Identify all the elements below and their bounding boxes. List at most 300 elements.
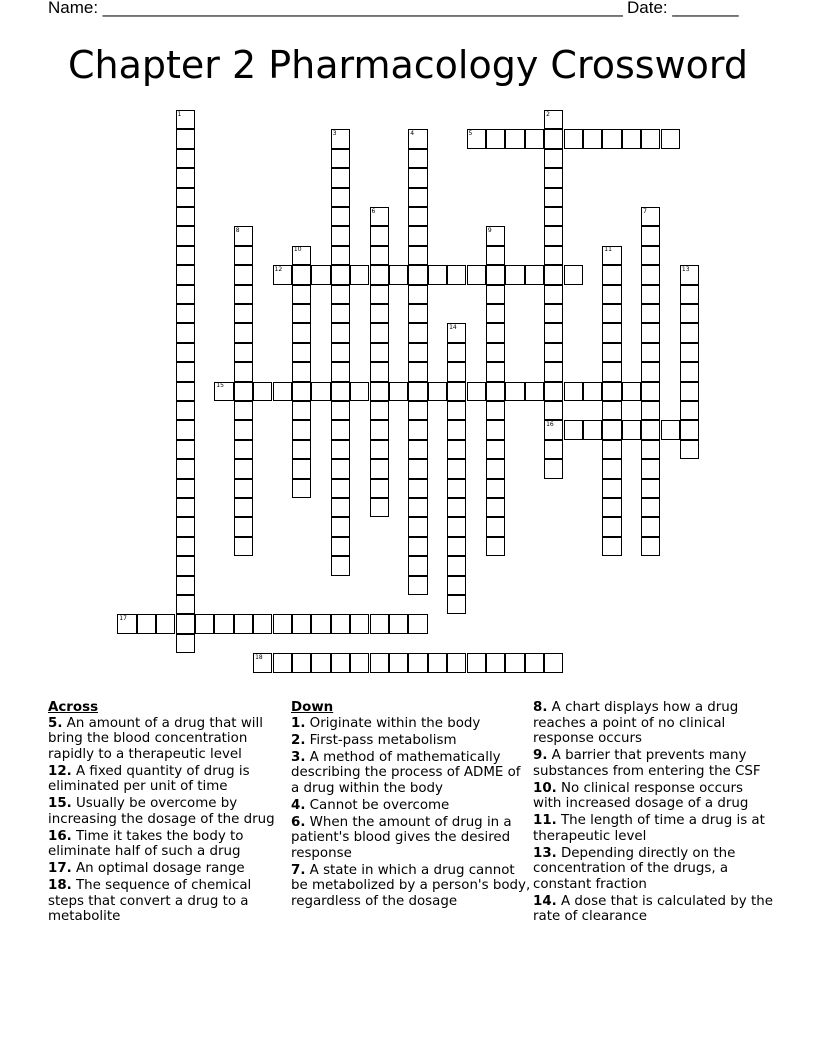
grid-cell[interactable] xyxy=(273,653,292,672)
clue-text: A dose that is calculated by the rate of clearance xyxy=(533,893,773,924)
grid-cell[interactable] xyxy=(602,304,621,323)
grid-cell[interactable] xyxy=(234,382,253,401)
grid-cell[interactable] xyxy=(486,653,505,672)
grid-cell[interactable] xyxy=(680,323,699,342)
grid-cell[interactable] xyxy=(486,517,505,536)
grid-cell[interactable] xyxy=(486,362,505,381)
grid-cell[interactable] xyxy=(176,401,195,420)
grid-cell[interactable] xyxy=(176,634,195,653)
grid-cell[interactable] xyxy=(311,382,330,401)
grid-cell[interactable] xyxy=(331,323,350,342)
grid-cell[interactable] xyxy=(311,265,330,284)
grid-cell[interactable] xyxy=(602,420,621,439)
across-clue xyxy=(48,829,288,860)
grid-cell[interactable] xyxy=(408,285,427,304)
grid-cell[interactable] xyxy=(602,285,621,304)
grid-cell[interactable] xyxy=(176,265,195,284)
across-clues xyxy=(48,700,288,926)
grid-cell[interactable] xyxy=(234,285,253,304)
clue-number: 5. xyxy=(48,715,63,731)
grid-cell[interactable] xyxy=(408,517,427,536)
clue-text: When the amount of drug in a patient's blood gives the desired response xyxy=(291,814,512,861)
grid-cell[interactable] xyxy=(486,343,505,362)
grid-cell[interactable] xyxy=(680,440,699,459)
grid-cell[interactable] xyxy=(176,479,195,498)
grid-cell[interactable] xyxy=(505,382,524,401)
grid-cell[interactable] xyxy=(350,653,369,672)
grid-cell[interactable] xyxy=(544,362,563,381)
grid-cell[interactable] xyxy=(195,614,214,633)
grid-cell[interactable] xyxy=(447,343,466,362)
grid-cell[interactable] xyxy=(331,207,350,226)
grid-cell[interactable] xyxy=(486,401,505,420)
grid-cell[interactable] xyxy=(331,304,350,323)
grid-cell[interactable] xyxy=(447,479,466,498)
grid-cell[interactable] xyxy=(525,653,544,672)
grid-cell[interactable] xyxy=(176,382,195,401)
grid-cell[interactable] xyxy=(447,517,466,536)
grid-cell[interactable] xyxy=(292,265,311,284)
grid-cell[interactable] xyxy=(467,382,486,401)
grid-cell[interactable] xyxy=(544,226,563,245)
grid-cell[interactable] xyxy=(544,459,563,478)
grid-cell[interactable] xyxy=(408,498,427,517)
grid-cell[interactable] xyxy=(544,343,563,362)
grid-cell[interactable] xyxy=(292,479,311,498)
grid-cell[interactable] xyxy=(370,440,389,459)
grid-cell[interactable] xyxy=(486,382,505,401)
grid-cell[interactable] xyxy=(370,285,389,304)
grid-cell[interactable] xyxy=(680,304,699,323)
grid-cell[interactable] xyxy=(370,653,389,672)
grid-cell[interactable] xyxy=(641,226,660,245)
grid-cell[interactable] xyxy=(447,576,466,595)
grid-cell[interactable] xyxy=(292,420,311,439)
grid-cell[interactable] xyxy=(292,285,311,304)
grid-cell[interactable] xyxy=(331,517,350,536)
clue-number-10: 10 xyxy=(293,246,302,254)
grid-cell[interactable] xyxy=(564,129,583,148)
grid-cell[interactable] xyxy=(331,420,350,439)
grid-cell[interactable] xyxy=(447,498,466,517)
clue-text: Time it takes the body to eliminate half of such a drug xyxy=(48,828,244,859)
grid-cell[interactable] xyxy=(447,362,466,381)
grid-cell[interactable] xyxy=(292,459,311,478)
grid-cell[interactable] xyxy=(641,265,660,284)
grid-cell[interactable] xyxy=(176,614,195,633)
grid-cell[interactable] xyxy=(370,265,389,284)
grid-cell[interactable] xyxy=(505,653,524,672)
grid-cell[interactable] xyxy=(370,498,389,517)
grid-cell[interactable] xyxy=(408,653,427,672)
grid-cell[interactable] xyxy=(331,362,350,381)
name-field-label: Name: _______________________________________________________ xyxy=(48,0,623,17)
grid-cell[interactable] xyxy=(428,653,447,672)
grid-cell[interactable] xyxy=(176,304,195,323)
grid-cell[interactable] xyxy=(680,382,699,401)
grid-cell[interactable] xyxy=(234,401,253,420)
grid-cell[interactable] xyxy=(370,459,389,478)
grid-cell[interactable] xyxy=(641,479,660,498)
grid-cell[interactable] xyxy=(408,420,427,439)
grid-cell[interactable] xyxy=(370,304,389,323)
grid-cell[interactable] xyxy=(486,537,505,556)
down-clue xyxy=(533,748,773,779)
grid-cell[interactable] xyxy=(602,517,621,536)
grid-cell[interactable] xyxy=(544,401,563,420)
grid-cell[interactable] xyxy=(641,420,660,439)
grid-cell[interactable] xyxy=(641,440,660,459)
grid-cell[interactable] xyxy=(408,188,427,207)
grid-cell[interactable] xyxy=(622,129,641,148)
grid-cell[interactable] xyxy=(234,265,253,284)
grid-cell[interactable] xyxy=(234,362,253,381)
down-clue xyxy=(533,813,773,844)
grid-cell[interactable] xyxy=(641,343,660,362)
grid-cell[interactable] xyxy=(525,382,544,401)
grid-cell[interactable] xyxy=(331,401,350,420)
clue-text: The sequence of chemical steps that convert a drug to a metabolite xyxy=(48,878,252,924)
grid-cell[interactable] xyxy=(408,304,427,323)
grid-cell[interactable] xyxy=(544,207,563,226)
grid-cell[interactable] xyxy=(486,459,505,478)
grid-cell[interactable] xyxy=(370,479,389,498)
grid-cell[interactable] xyxy=(389,265,408,284)
grid-cell[interactable] xyxy=(331,285,350,304)
grid-cell[interactable] xyxy=(292,382,311,401)
grid-cell[interactable] xyxy=(641,285,660,304)
grid-cell[interactable] xyxy=(292,401,311,420)
grid-cell[interactable] xyxy=(641,304,660,323)
grid-cell[interactable] xyxy=(408,226,427,245)
grid-cell[interactable] xyxy=(234,459,253,478)
grid-cell[interactable] xyxy=(408,479,427,498)
grid-cell[interactable] xyxy=(661,420,680,439)
grid-cell[interactable] xyxy=(311,653,330,672)
grid-cell[interactable] xyxy=(331,343,350,362)
grid-cell[interactable] xyxy=(680,420,699,439)
grid-cell[interactable] xyxy=(370,323,389,342)
grid-cell[interactable] xyxy=(408,440,427,459)
grid-cell[interactable] xyxy=(544,188,563,207)
grid-cell[interactable] xyxy=(370,226,389,245)
grid-cell[interactable] xyxy=(176,246,195,265)
grid-cell[interactable] xyxy=(602,479,621,498)
grid-cell[interactable] xyxy=(447,537,466,556)
grid-cell[interactable] xyxy=(602,459,621,478)
grid-cell[interactable] xyxy=(525,129,544,148)
grid-cell[interactable] xyxy=(602,129,621,148)
grid-cell[interactable] xyxy=(331,265,350,284)
grid-cell[interactable] xyxy=(525,265,544,284)
grid-cell[interactable] xyxy=(602,343,621,362)
grid-cell[interactable] xyxy=(602,362,621,381)
grid-cell[interactable] xyxy=(176,459,195,478)
grid-cell[interactable] xyxy=(447,653,466,672)
grid-cell[interactable] xyxy=(544,265,563,284)
grid-cell[interactable] xyxy=(234,479,253,498)
clue-number-5: 5 xyxy=(468,129,473,137)
grid-cell[interactable] xyxy=(408,323,427,342)
grid-cell[interactable] xyxy=(486,498,505,517)
grid-cell[interactable] xyxy=(544,323,563,342)
grid-cell[interactable] xyxy=(331,653,350,672)
grid-cell[interactable] xyxy=(641,246,660,265)
grid-cell[interactable] xyxy=(447,595,466,614)
grid-cell[interactable] xyxy=(544,440,563,459)
grid-cell[interactable] xyxy=(176,517,195,536)
grid-cell[interactable] xyxy=(447,440,466,459)
grid-cell[interactable] xyxy=(253,614,272,633)
grid-cell[interactable] xyxy=(331,382,350,401)
grid-cell[interactable] xyxy=(408,614,427,633)
grid-cell[interactable] xyxy=(292,323,311,342)
grid-cell[interactable] xyxy=(176,168,195,187)
grid-cell[interactable] xyxy=(234,614,253,633)
grid-cell[interactable] xyxy=(641,382,660,401)
clue-text: A fixed quantity of drug is eliminated per unit of time xyxy=(48,763,250,794)
grid-cell[interactable] xyxy=(486,246,505,265)
down-clue-list xyxy=(291,716,531,910)
grid-cell[interactable] xyxy=(428,382,447,401)
grid-cell[interactable] xyxy=(680,285,699,304)
grid-cell[interactable] xyxy=(389,382,408,401)
grid-cell[interactable] xyxy=(408,265,427,284)
grid-cell[interactable] xyxy=(331,168,350,187)
grid-cell[interactable] xyxy=(408,362,427,381)
grid-cell[interactable] xyxy=(176,362,195,381)
grid-cell[interactable] xyxy=(370,401,389,420)
grid-cell[interactable] xyxy=(408,576,427,595)
grid-cell[interactable] xyxy=(428,265,447,284)
grid-cell[interactable] xyxy=(331,226,350,245)
grid-cell[interactable] xyxy=(176,343,195,362)
across-heading: Across xyxy=(48,700,99,715)
grid-cell[interactable] xyxy=(331,479,350,498)
grid-cell[interactable] xyxy=(408,207,427,226)
grid-cell[interactable] xyxy=(641,401,660,420)
grid-cell[interactable] xyxy=(176,420,195,439)
grid-cell[interactable] xyxy=(234,420,253,439)
grid-cell[interactable] xyxy=(641,323,660,342)
grid-cell[interactable] xyxy=(564,420,583,439)
grid-cell[interactable] xyxy=(544,168,563,187)
grid-cell[interactable] xyxy=(331,556,350,575)
grid-cell[interactable] xyxy=(331,149,350,168)
down-clue xyxy=(533,781,773,812)
grid-cell[interactable] xyxy=(176,323,195,342)
grid-cell[interactable] xyxy=(176,285,195,304)
grid-cell[interactable] xyxy=(350,265,369,284)
grid-cell[interactable] xyxy=(234,304,253,323)
grid-cell[interactable] xyxy=(408,556,427,575)
grid-cell[interactable] xyxy=(176,207,195,226)
grid-cell[interactable] xyxy=(447,382,466,401)
grid-cell[interactable] xyxy=(331,459,350,478)
grid-cell[interactable] xyxy=(544,149,563,168)
grid-cell[interactable] xyxy=(370,246,389,265)
grid-cell[interactable] xyxy=(544,285,563,304)
grid-cell[interactable] xyxy=(447,556,466,575)
grid-cell[interactable] xyxy=(370,420,389,439)
grid-cell[interactable] xyxy=(680,401,699,420)
grid-cell[interactable] xyxy=(544,129,563,148)
grid-cell[interactable] xyxy=(641,459,660,478)
grid-cell[interactable] xyxy=(311,614,330,633)
grid-cell[interactable] xyxy=(176,149,195,168)
grid-cell[interactable] xyxy=(331,498,350,517)
grid-cell[interactable] xyxy=(408,459,427,478)
grid-cell[interactable] xyxy=(602,498,621,517)
grid-cell[interactable] xyxy=(486,285,505,304)
grid-cell[interactable] xyxy=(602,265,621,284)
grid-cell[interactable] xyxy=(486,323,505,342)
grid-cell[interactable] xyxy=(253,382,272,401)
grid-cell[interactable] xyxy=(331,246,350,265)
clue-number-18: 18 xyxy=(255,653,263,661)
date-field-label: Date: _______ xyxy=(627,0,739,17)
grid-cell[interactable] xyxy=(234,440,253,459)
grid-cell[interactable] xyxy=(234,323,253,342)
grid-cell[interactable] xyxy=(234,246,253,265)
clue-text: An optimal dosage range xyxy=(71,861,245,876)
grid-cell[interactable] xyxy=(273,382,292,401)
clue-number: 17. xyxy=(48,861,72,876)
grid-cell[interactable] xyxy=(602,382,621,401)
clue-number: 9. xyxy=(533,748,548,763)
grid-cell[interactable] xyxy=(486,440,505,459)
grid-cell[interactable] xyxy=(176,595,195,614)
grid-cell[interactable] xyxy=(176,537,195,556)
grid-cell[interactable] xyxy=(234,537,253,556)
grid-cell[interactable] xyxy=(408,401,427,420)
grid-cell[interactable] xyxy=(602,440,621,459)
grid-cell[interactable] xyxy=(331,537,350,556)
grid-cell[interactable] xyxy=(641,498,660,517)
clue-number: 15. xyxy=(48,796,72,811)
grid-cell[interactable] xyxy=(176,188,195,207)
grid-cell[interactable] xyxy=(486,479,505,498)
grid-cell[interactable] xyxy=(408,537,427,556)
grid-cell[interactable] xyxy=(292,440,311,459)
grid-cell[interactable] xyxy=(583,129,602,148)
grid-cell[interactable] xyxy=(331,188,350,207)
grid-cell[interactable] xyxy=(370,614,389,633)
grid-cell[interactable] xyxy=(544,304,563,323)
grid-cell[interactable] xyxy=(234,517,253,536)
grid-cell[interactable] xyxy=(350,382,369,401)
grid-cell[interactable] xyxy=(467,265,486,284)
grid-cell[interactable] xyxy=(661,129,680,148)
grid-cell[interactable] xyxy=(467,653,486,672)
grid-cell[interactable] xyxy=(486,129,505,148)
grid-cell[interactable] xyxy=(408,246,427,265)
grid-cell[interactable] xyxy=(505,129,524,148)
grid-cell[interactable] xyxy=(622,420,641,439)
grid-cell[interactable] xyxy=(370,382,389,401)
grid-cell[interactable] xyxy=(602,401,621,420)
grid-cell[interactable] xyxy=(583,382,602,401)
clue-text: An amount of a drug that will bring the blood concentration rapidly to a therapeutic level xyxy=(48,715,263,762)
clue-text: Usually be overcome by increasing the dosage of the drug xyxy=(48,796,275,827)
grid-cell[interactable] xyxy=(564,265,583,284)
clue-number-7: 7 xyxy=(643,207,647,215)
grid-cell[interactable] xyxy=(408,149,427,168)
grid-cell[interactable] xyxy=(447,401,466,420)
grid-cell[interactable] xyxy=(447,420,466,439)
grid-cell[interactable] xyxy=(292,614,311,633)
grid-cell[interactable] xyxy=(564,382,583,401)
grid-cell[interactable] xyxy=(370,343,389,362)
clue-text: First-pass metabolism xyxy=(305,732,457,748)
grid-cell[interactable] xyxy=(176,226,195,245)
grid-cell[interactable] xyxy=(176,440,195,459)
grid-cell[interactable] xyxy=(408,382,427,401)
grid-cell[interactable] xyxy=(156,614,175,633)
grid-cell[interactable] xyxy=(234,343,253,362)
grid-cell[interactable] xyxy=(137,614,156,633)
grid-cell[interactable] xyxy=(544,653,563,672)
grid-cell[interactable] xyxy=(622,382,641,401)
grid-cell[interactable] xyxy=(680,362,699,381)
grid-cell[interactable] xyxy=(641,129,660,148)
grid-cell[interactable] xyxy=(273,614,292,633)
grid-cell[interactable] xyxy=(176,129,195,148)
grid-cell[interactable] xyxy=(214,614,233,633)
grid-cell[interactable] xyxy=(602,537,621,556)
grid-cell[interactable] xyxy=(602,323,621,342)
grid-cell[interactable] xyxy=(331,440,350,459)
grid-cell[interactable] xyxy=(292,362,311,381)
grid-cell[interactable] xyxy=(486,304,505,323)
grid-cell[interactable] xyxy=(505,265,524,284)
grid-cell[interactable] xyxy=(408,343,427,362)
grid-cell[interactable] xyxy=(447,265,466,284)
grid-cell[interactable] xyxy=(350,614,369,633)
grid-cell[interactable] xyxy=(544,246,563,265)
across-clue-list xyxy=(48,716,288,925)
grid-cell[interactable] xyxy=(408,168,427,187)
grid-cell[interactable] xyxy=(234,498,253,517)
grid-cell[interactable] xyxy=(680,343,699,362)
grid-cell[interactable] xyxy=(389,653,408,672)
grid-cell[interactable] xyxy=(486,420,505,439)
grid-cell[interactable] xyxy=(370,362,389,381)
grid-cell[interactable] xyxy=(641,537,660,556)
grid-cell[interactable] xyxy=(583,420,602,439)
down-clue xyxy=(291,716,531,732)
grid-cell[interactable] xyxy=(641,517,660,536)
clue-text: A state in which a drug cannot be metabolized by a person's body, regardless of the dosage xyxy=(291,862,531,909)
grid-cell[interactable] xyxy=(176,576,195,595)
grid-cell[interactable] xyxy=(176,556,195,575)
grid-cell[interactable] xyxy=(292,653,311,672)
down-clue xyxy=(291,733,531,749)
clue-text: Depending directly on the concentration of the drugs, a constant fraction xyxy=(533,845,736,892)
grid-cell[interactable] xyxy=(292,304,311,323)
grid-cell[interactable] xyxy=(292,343,311,362)
grid-cell[interactable] xyxy=(447,459,466,478)
grid-cell[interactable] xyxy=(389,614,408,633)
grid-cell[interactable] xyxy=(641,362,660,381)
grid-cell[interactable] xyxy=(544,382,563,401)
grid-cell[interactable] xyxy=(486,265,505,284)
grid-cell[interactable] xyxy=(331,614,350,633)
down-clues xyxy=(291,700,531,911)
clue-text: A barrier that prevents many substances from entering the CSF xyxy=(533,748,761,779)
grid-cell[interactable] xyxy=(176,498,195,517)
clue-number: 2. xyxy=(291,732,306,748)
